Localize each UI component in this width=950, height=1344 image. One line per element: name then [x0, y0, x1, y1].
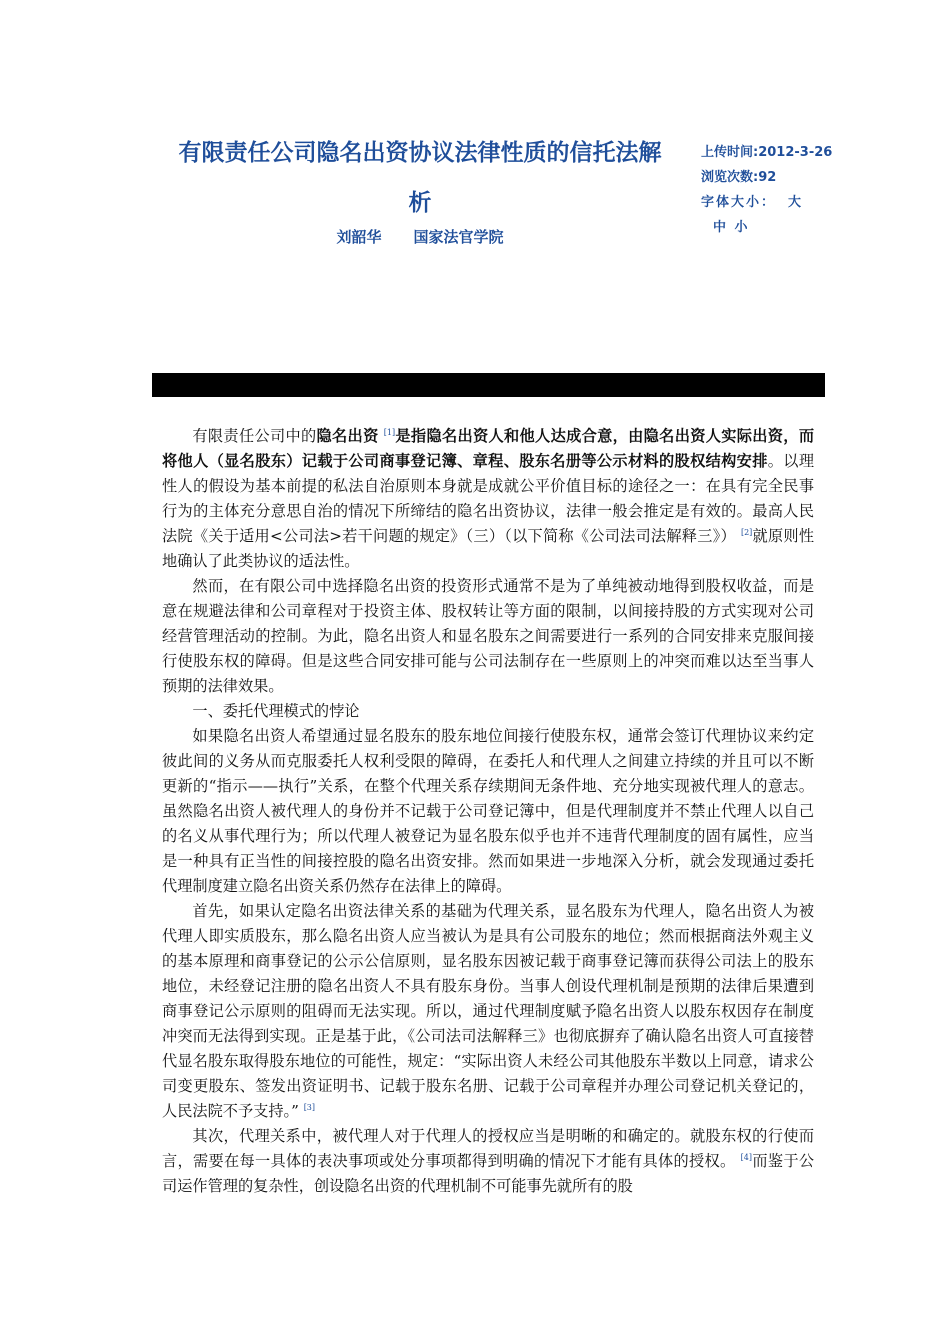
article-body — [162, 424, 814, 1199]
footnote-ref-2[interactable]: [2] — [740, 527, 753, 537]
article-meta — [701, 140, 833, 240]
paragraph-5 — [162, 1124, 814, 1199]
paragraph-2: 然而，在有限公司中选择隐名出资的投资形式通常不是为了单纯被动地得到股权收益，而是意在规避法律和公司章程对于投资主体、股权转让等方面的限制，以间接持股的方式实现对公司经营管理活动的控制。为此，隐名出资人和显名股东之间需要进行一系列的合同安排来克服间接行使股东权的障碍。但是这些合同安排可能与公司法制存在一些原则上的冲突而难以达至当事人预期的法律效果。 — [162, 577, 814, 695]
text: 而鉴于公司运作管理的复杂性，创设隐名出资的代理机制不可能事先就所有的股 — [162, 1152, 815, 1195]
author-name: 刘韶华 — [336, 228, 382, 246]
byline — [170, 226, 670, 247]
text: 有限责任公司中的 — [192, 427, 317, 445]
author-institution: 国家法官学院 — [413, 228, 504, 246]
upload-time: 上传时间:2012-3-26 — [701, 145, 833, 160]
footnote-ref-3[interactable]: [3] — [303, 1102, 316, 1112]
font-size-medium-link[interactable]: 中 — [713, 220, 729, 235]
font-size-control — [701, 190, 829, 240]
black-divider-bar — [152, 373, 825, 397]
text: 首先，如果认定隐名出资法律关系的基础为代理关系，显名股东为代理人，隐名出资人为被代理人即实质股东，那么隐名出资人应当被认为是具有公司股东的地位；然而根据商法外观主义的基本原理和商事登记的公示公信原则，显名股东因被记载于商事登记簿而获得公司法上的股东地位，未经登记注册的隐名出资人不具有股东身份。当事人创设代理机制是预期的法律后果遭到商事登记公示原则的阻碍而无法实现。所以，通过代理制度赋予隐名出资人以股东权因存在制度冲突而无法得到实现。正是基于此，《公司法司法解释三》也彻底摒弃了确认隐名出资人可直接替代显名股东取得股东地位的可能性，规定：“实际出资人未经公司其他股东半数以上同意，请求公司变更股东、签发出资证明书、记载于股东名册、记载于公司章程并办理公司登记机关登记的，人民法院不予支持。” — [162, 902, 814, 1120]
paragraph-4 — [162, 899, 814, 1124]
paragraph-1 — [162, 424, 814, 574]
article-title: 有限责任公司隐名出资协议法律性质的信托法解析 — [178, 140, 662, 216]
bold-definition: 是指隐名出资人和他人达成合意，由隐名出资人实际出资，而将他人（显名股东）记载于公司商事登记簿、章程、股东名册等公示材料的股权结构安排 — [162, 427, 814, 470]
paragraph-3: 如果隐名出资人希望通过显名股东的股东地位间接行使股东权，通常会签订代理协议来约定彼此间的义务从而克服委托人权利受限的障碍，在委托人和代理人之间建立持续的并且可以不断更新的“指示——执行”关系，在整个代理关系存续期间无条件地、充分地实现被代理人的意志。虽然隐名出资人被代理人的身份并不记载于公司登记簿中，但是代理制度并不禁止代理人以自己的名义从事代理行为；所以代理人被登记为显名股东似乎也并不违背代理制度的固有属性，应当是一种具有正当性的间接控股的隐名出资安排。然而如果进一步地深入分析，就会发现通过委托代理制度建立隐名出资关系仍然存在法律上的障碍。 — [162, 727, 814, 895]
footnote-ref-1[interactable]: [1] — [383, 427, 396, 437]
font-size-label: 字体大小： — [701, 195, 777, 210]
view-count: 浏览次数:92 — [701, 170, 777, 185]
section-heading-1: 一、委托代理模式的悖论 — [192, 702, 360, 720]
text: 其次，代理关系中，被代理人对于代理人的授权应当是明晰的和确定的。就股东权的行使而言，需要在每一具体的表决事项或处分事项都得到明确的情况下才能有具体的授权。 — [162, 1127, 814, 1170]
font-size-small-link[interactable]: 小 — [734, 220, 750, 235]
font-size-large-link[interactable]: 大 — [788, 195, 804, 210]
text: 就原则性地确认了此类协议的适法性。 — [162, 527, 815, 570]
footnote-ref-4[interactable]: [4] — [740, 1152, 752, 1162]
bold-text: 隐名出资 — [316, 427, 379, 445]
text: 。以理性人的假设为基本前提的私法自治原则本身就是成就公平价值目标的途径之一：在具有完全民事行为的主体充分意思自治的情况下所缔结的隐名出资协议，法律一般会推定是有效的。最高人民法院《关于适用<公司法>若干问题的规定》（三）（以下简称《公司法司法解释三》） — [162, 452, 815, 545]
